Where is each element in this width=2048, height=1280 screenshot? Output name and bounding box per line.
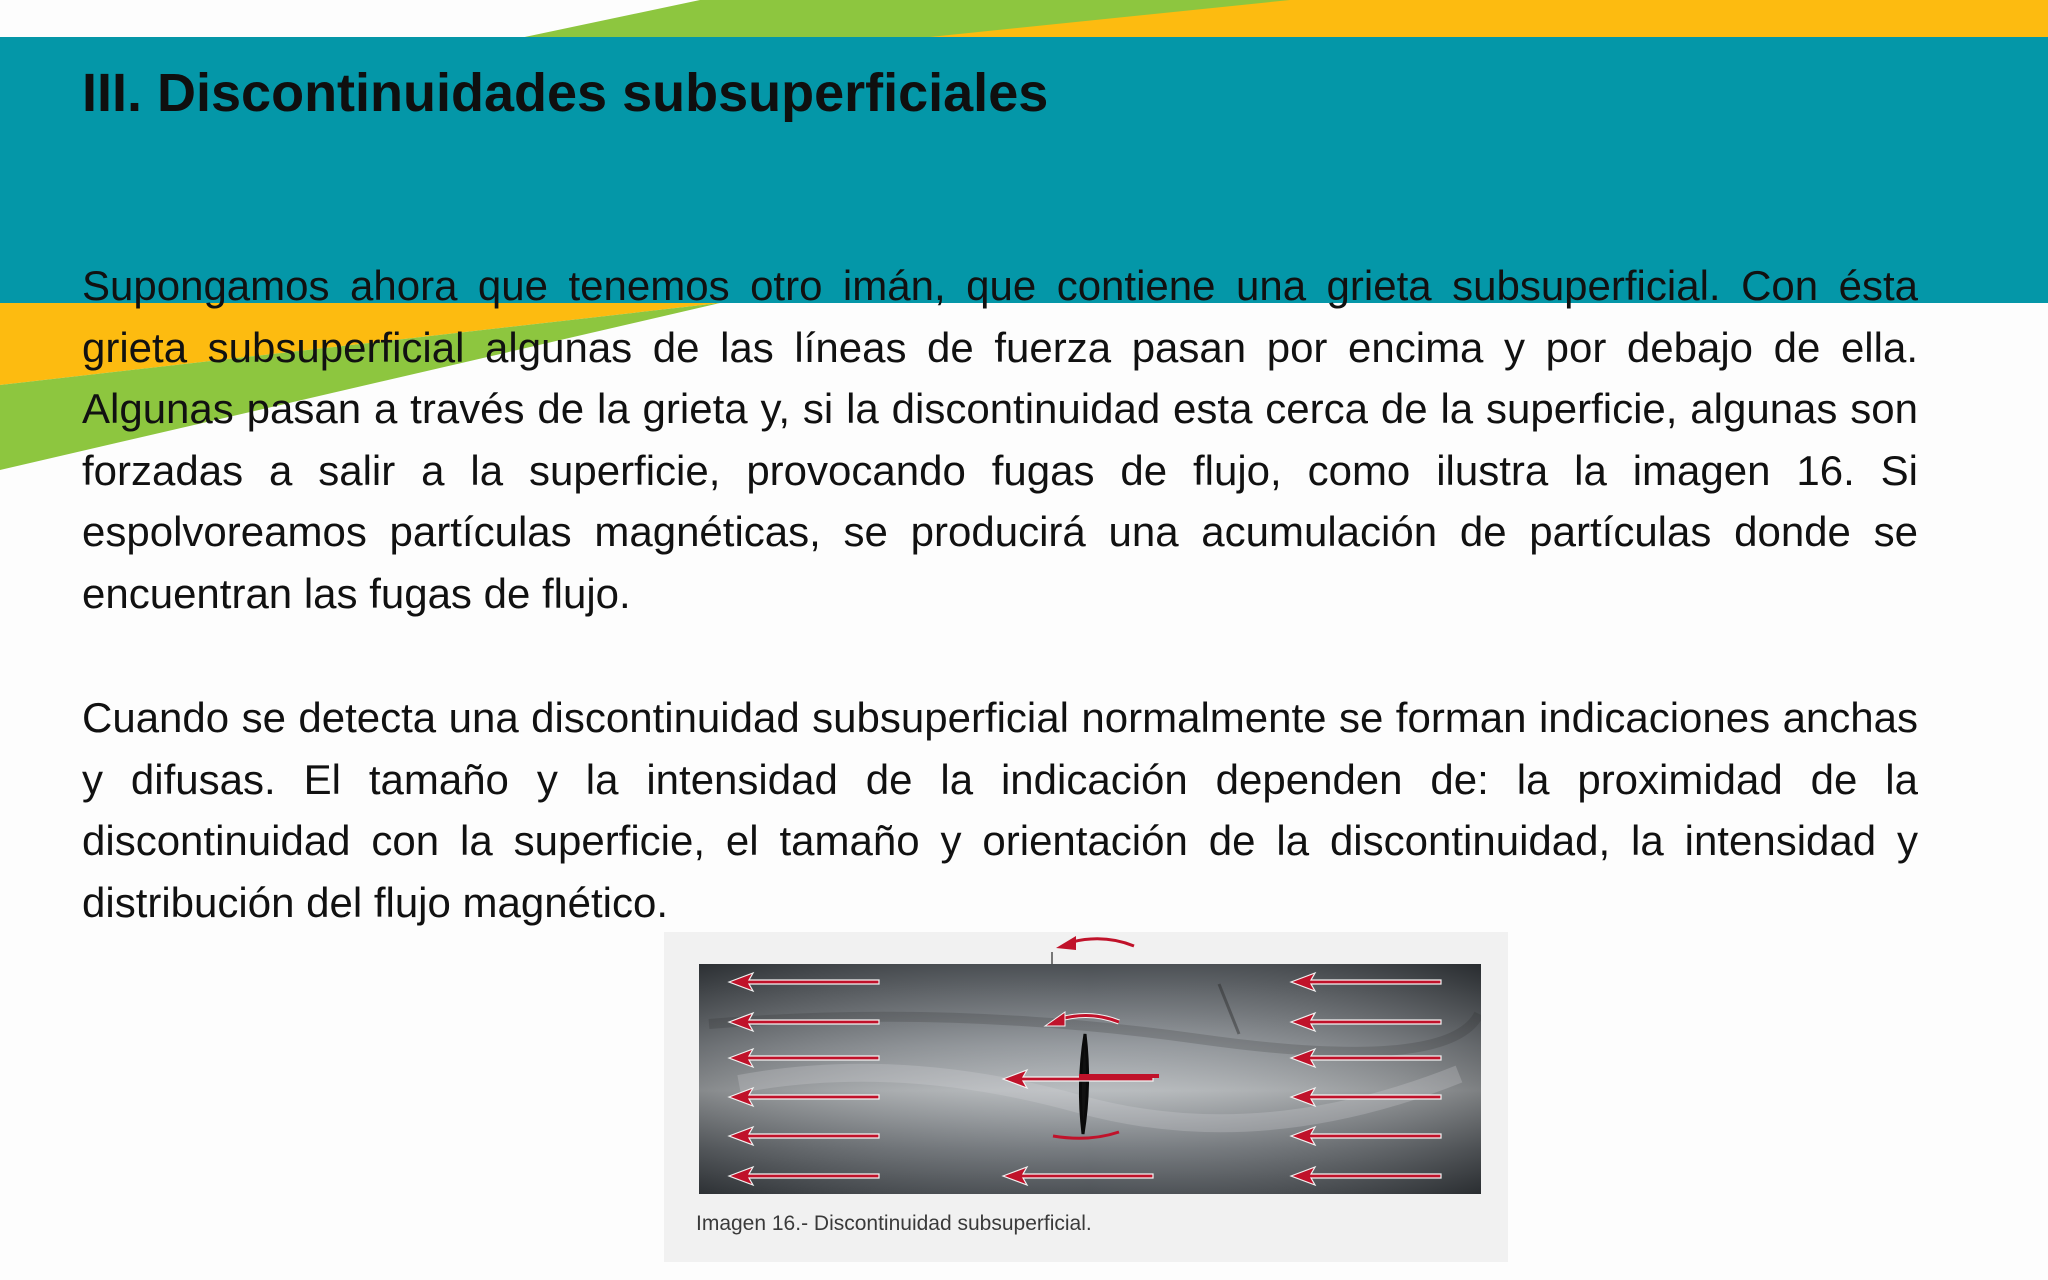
leakage-arrow-outside [1034, 932, 1144, 968]
figure-image-16 [664, 932, 1508, 1262]
slide-title: III. Discontinuidades subsuperficiales [82, 63, 1049, 123]
subsurface-crack [1080, 1034, 1087, 1134]
paragraph-2: Cuando se detecta una discontinuidad subsuperficial normalmente se forman indicaciones anchas y difusas. El tamaño y la intensidad de la indicación dependen de: la proximidad de la discontinuidad con la superficie, el tamaño y orientación de la discontinuidad, la intensidad y distribución del flujo magnético. [82, 694, 1918, 926]
figure-caption: Imagen 16.- Discontinuidad subsuperficial. [696, 1212, 1092, 1235]
magnet-photo [699, 964, 1481, 1194]
paragraph-1: Supongamos ahora que tenemos otro imán, que contiene una grieta subsuperficial. Con ésta grieta subsuperficial algunas de las líneas de fuerza pasan por encima y por debajo de ella. Algunas pasan a través de la grieta y, si la discontinuidad esta cerca de la superficie, algunas son forzadas a salir a la superficie, provocando fugas de flujo, como ilustra la imagen 16. Si espolvoreamos partículas magnéticas, se producirá una acumulación de partículas donde se encuentran las fugas de flujo. [82, 262, 1918, 617]
